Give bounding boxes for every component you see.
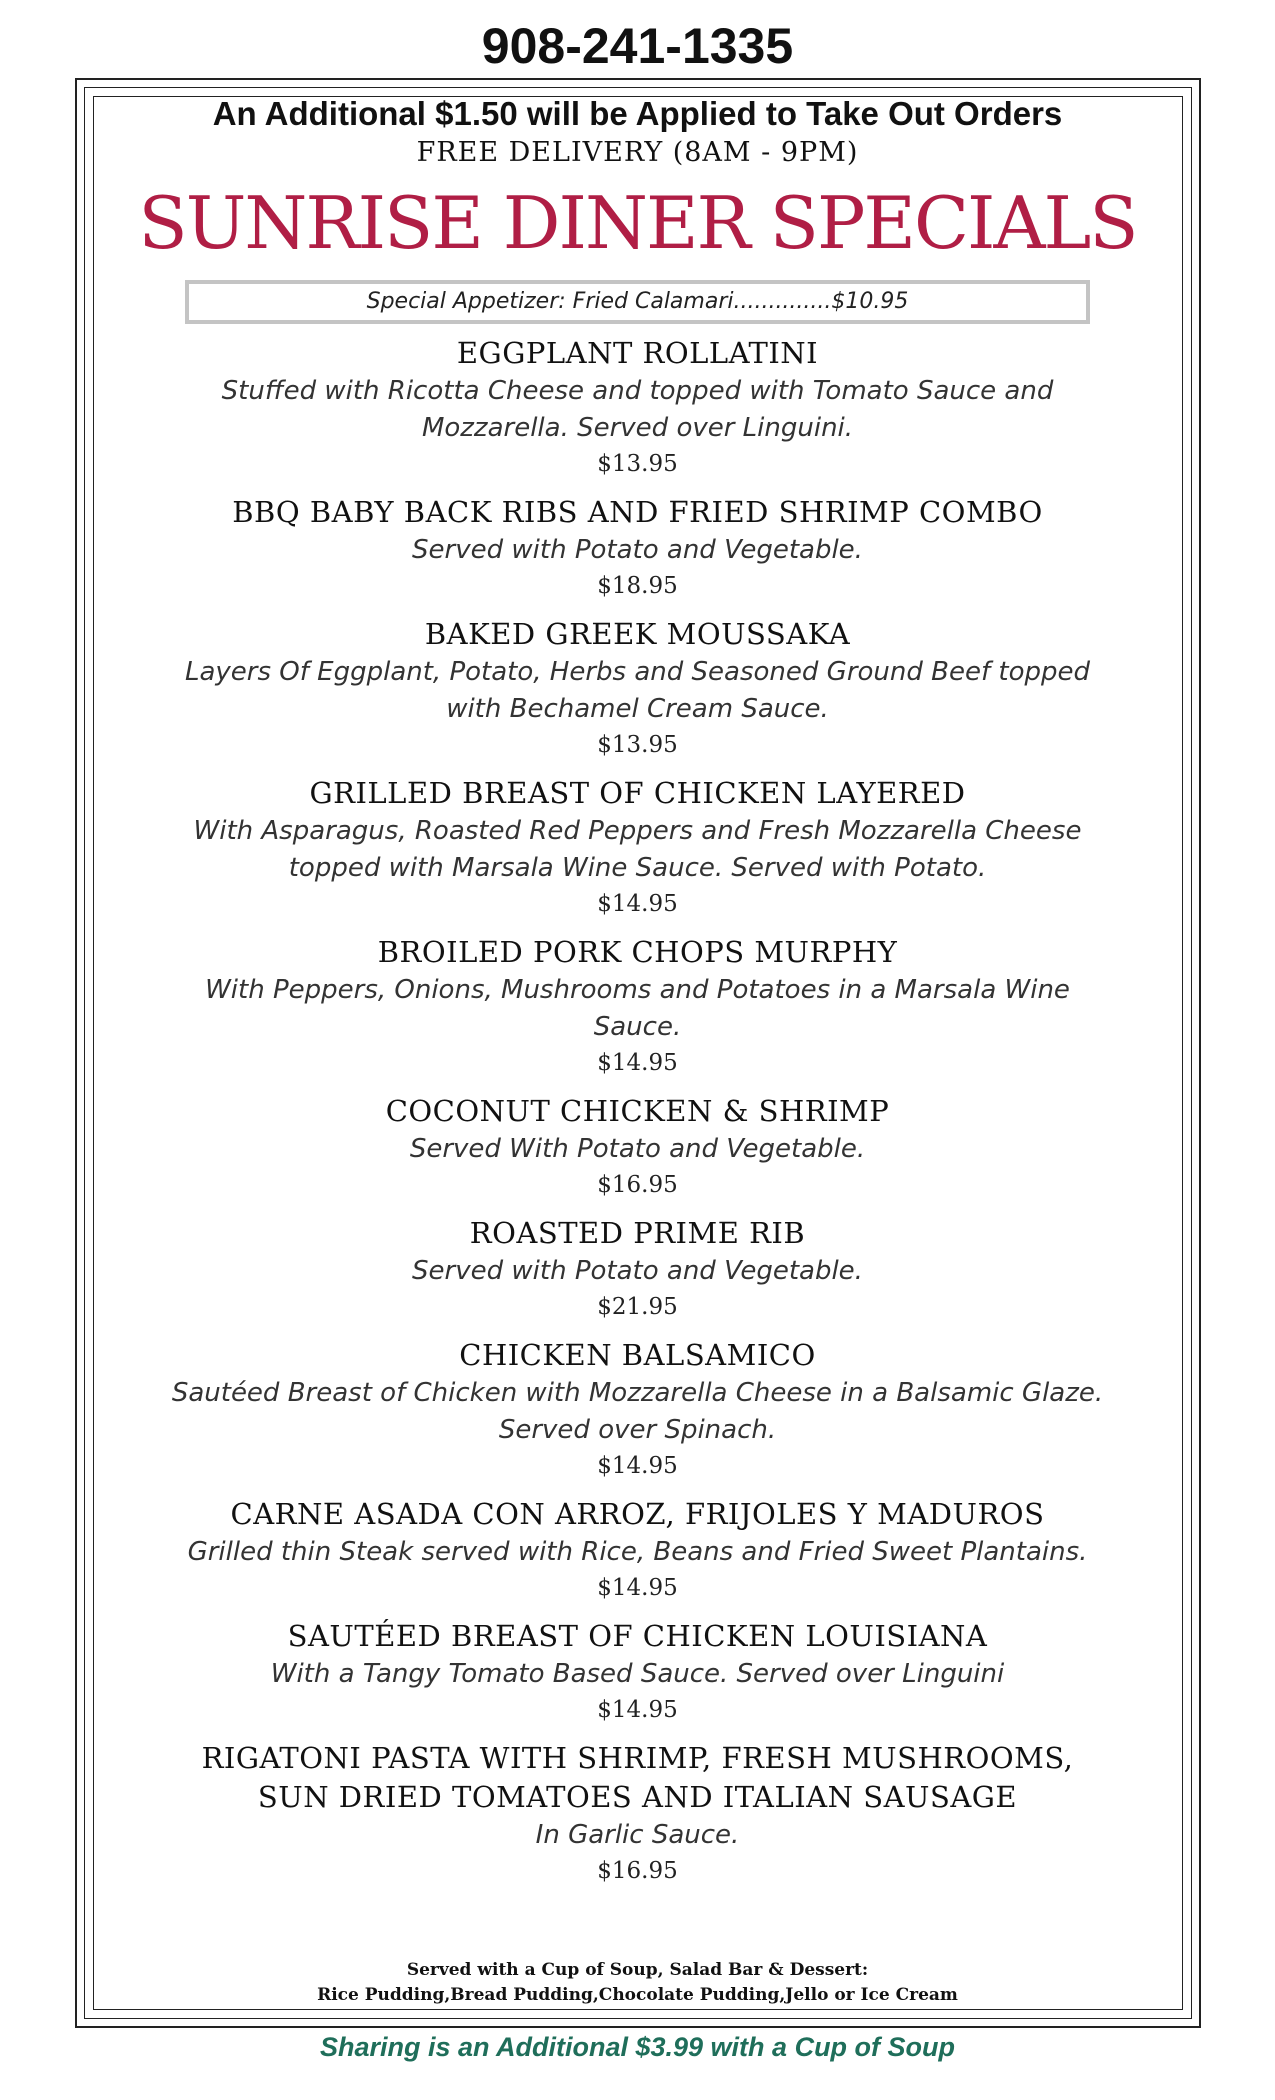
- delivery-hours: FREE DELIVERY (8AM - 9PM): [416, 137, 859, 168]
- menu-item: [140, 1617, 1135, 1728]
- phone-number: 908-241-1335: [481, 18, 794, 74]
- menu-item: [140, 933, 1135, 1081]
- special-appetizer: Special Appetizer: Fried Calamari..............$10.95: [185, 280, 1090, 324]
- menu-item: [140, 1214, 1135, 1325]
- served-with-note: [100, 1958, 1175, 2008]
- menu-item: [140, 615, 1135, 763]
- item-description: With Asparagus, Roasted Red Peppers and Fresh Mozzarella Cheese topped with Marsala Wine Sauce. Served with Potato.: [193, 816, 1082, 883]
- item-name: RIGATONI PASTA WITH SHRIMP, FRESH MUSHROOMS, SUN DRIED TOMATOES AND ITALIAN SAUSAGE: [201, 1741, 1074, 1814]
- item-name: EGGPLANT ROLLATINI: [456, 336, 819, 370]
- menu-item: [140, 1739, 1135, 1889]
- item-description: Layers Of Eggplant, Potato, Herbs and Seasoned Ground Beef topped with Bechamel Cream Sauce.: [184, 657, 1090, 724]
- item-description: Served with Potato and Vegetable.: [412, 535, 863, 565]
- menu-item: [140, 1092, 1135, 1203]
- item-name: BAKED GREEK MOUSSAKA: [424, 617, 851, 651]
- dessert-options-line: Rice Pudding,Bread Pudding,Chocolate Pudding,Jello or Ice Cream: [317, 1985, 958, 2005]
- item-price: $21.95: [597, 1294, 678, 1320]
- sharing-notice: Sharing is an Additional $3.99 with a Cup of Soup: [319, 2032, 956, 2062]
- menu-item: [140, 774, 1135, 922]
- menu-item: [140, 493, 1135, 604]
- item-name: COCONUT CHICKEN & SHRIMP: [385, 1094, 890, 1128]
- item-price: $14.95: [597, 1575, 678, 1601]
- item-name: GRILLED BREAST OF CHICKEN LAYERED: [309, 776, 966, 810]
- item-price: $14.95: [597, 1697, 678, 1723]
- item-name: SAUTÉED BREAST OF CHICKEN LOUISIANA: [287, 1619, 988, 1653]
- menu-item: [140, 334, 1135, 482]
- item-name: ROASTED PRIME RIB: [469, 1216, 806, 1250]
- item-description: Sautéed Breast of Chicken with Mozzarella Cheese in a Balsamic Glaze. Served over Spinach.: [171, 1378, 1104, 1445]
- item-price: $13.95: [597, 732, 678, 758]
- item-description: In Garlic Sauce.: [535, 1820, 740, 1850]
- takeout-notice: An Additional $1.50 will be Applied to Take Out Orders: [212, 95, 1063, 132]
- page-title: SUNRISE DINER SPECIALS: [138, 181, 1137, 265]
- item-description: Served With Potato and Vegetable.: [409, 1134, 866, 1164]
- specials-list: [140, 334, 1135, 1900]
- item-description: Served with Potato and Vegetable.: [412, 1256, 863, 1286]
- menu-item: [140, 1495, 1135, 1606]
- item-price: $13.95: [597, 451, 678, 477]
- item-description: With a Tangy Tomato Based Sauce. Served over Linguini: [270, 1659, 1005, 1689]
- menu-item: [140, 1336, 1135, 1484]
- served-with-line: Served with a Cup of Soup, Salad Bar & Dessert:: [406, 1960, 869, 1980]
- item-name: CARNE ASADA CON ARROZ, FRIJOLES Y MADUROS: [230, 1497, 1045, 1531]
- item-price: $16.95: [597, 1858, 678, 1884]
- item-price: $14.95: [597, 891, 678, 917]
- item-description: With Peppers, Onions, Mushrooms and Potatoes in a Marsala Wine Sauce.: [205, 975, 1070, 1042]
- item-description: Grilled thin Steak served with Rice, Beans and Fried Sweet Plantains.: [187, 1537, 1088, 1567]
- item-name: CHICKEN BALSAMICO: [459, 1338, 816, 1372]
- item-price: $14.95: [597, 1050, 678, 1076]
- item-name: BROILED PORK CHOPS MURPHY: [377, 935, 898, 969]
- item-price: $16.95: [597, 1172, 678, 1198]
- item-name: BBQ BABY BACK RIBS AND FRIED SHRIMP COMBO: [232, 495, 1043, 529]
- item-description: Stuffed with Ricotta Cheese and topped with Tomato Sauce and Mozzarella. Served over Linguini.: [221, 376, 1054, 443]
- item-price: $18.95: [597, 573, 678, 599]
- item-price: $14.95: [597, 1453, 678, 1479]
